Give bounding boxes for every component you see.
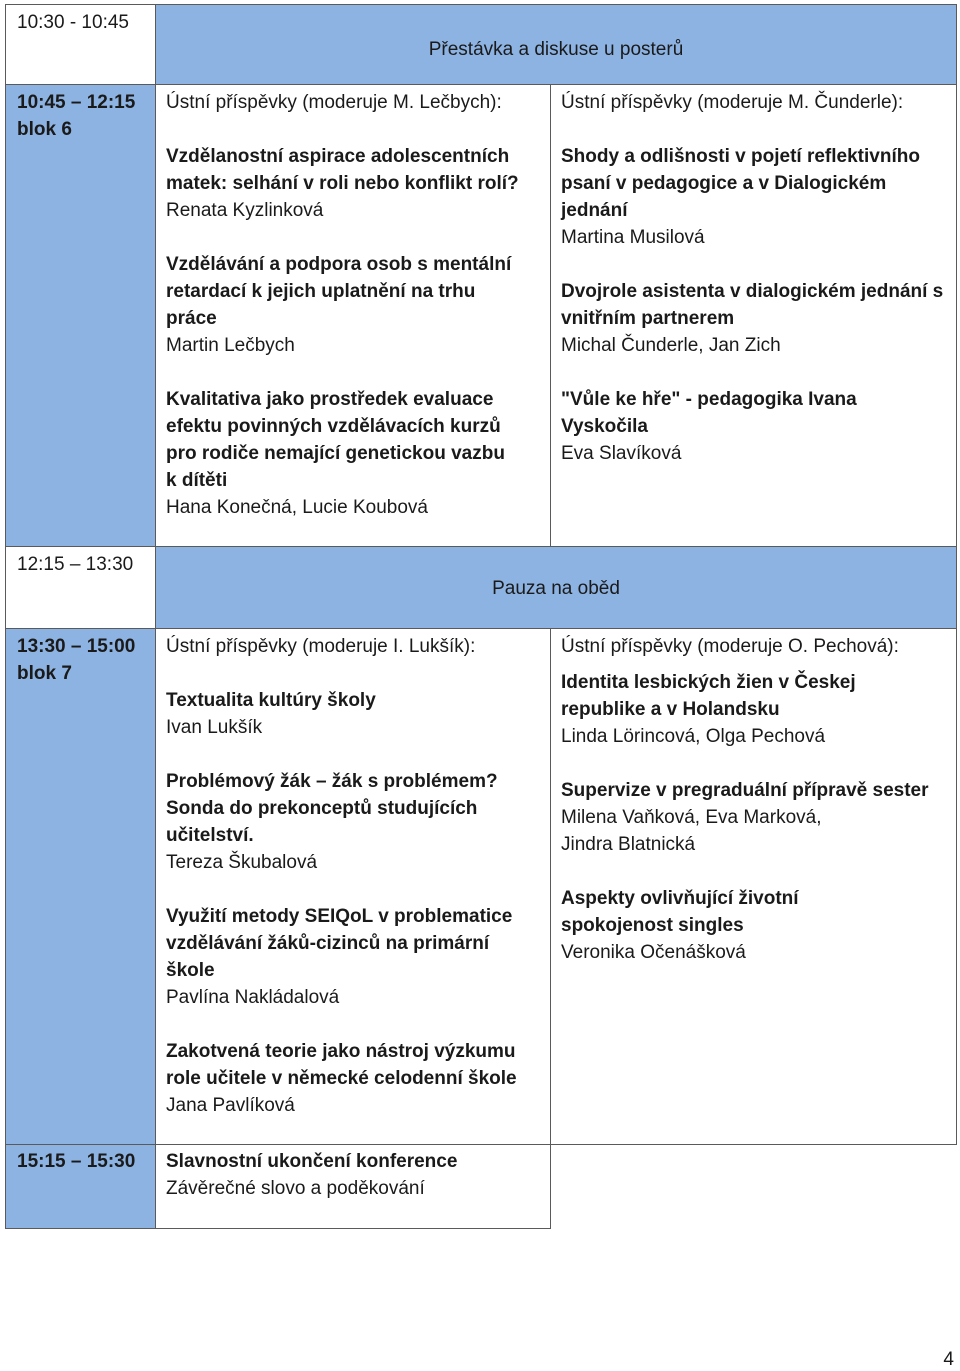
time-label: 15:15 – 15:30 [17,1151,136,1172]
talk-item [166,687,540,741]
moderator-label: Ústní příspěvky (moderuje M. Lečbych): [166,92,502,113]
talk-title: Aspekty ovlivňující životní spokojenost singles [561,888,799,936]
talk-item [561,278,946,359]
talk-authors: Linda Lörincová, Olga Pechová [561,726,826,747]
talk-item [561,885,946,966]
talk-title: Dvojrole asistenta v dialogickém jednání s vnitřním partnerem [561,281,944,329]
talk-item [561,143,946,251]
blok-label: blok 7 [17,663,72,684]
talk-authors: Renata Kyzlinková [166,200,324,221]
talk-item [166,251,540,359]
talk-authors: Michal Čunderle, Jan Zich [561,335,781,356]
break-row-lunch [155,546,957,629]
closing-subtitle: Závěrečné slovo a poděkování [166,1178,425,1199]
time-cell-blok7 [5,628,156,1145]
talk-title: Využití metody SEIQoL v problematice vzdělávání žáků-cizinců na primární škole [166,906,513,981]
closing-title: Slavnostní ukončení konference [166,1151,458,1172]
page-number: 4 [943,1349,954,1370]
talk-authors: Jana Pavlíková [166,1095,295,1116]
time-label: 13:30 – 15:00 [17,636,136,657]
talk-item [166,386,540,521]
talk-item [166,903,540,1011]
talk-item [561,386,946,467]
break-label: Pauza na oběd [492,578,620,599]
time-label: 10:30 - 10:45 [17,12,129,33]
talk-item [166,1038,540,1119]
session-blok7-left [155,628,551,1145]
time-label: 10:45 – 12:15 [17,92,136,113]
session-blok6-right [550,84,957,547]
talk-item [561,669,946,750]
talk-title: Shody a odlišnosti v pojetí reflektivního psaní v pedagogice a v Dialogickém jednání [561,146,920,221]
talk-item [166,143,540,224]
talk-item [166,768,540,876]
talk-authors: Pavlína Nakládalová [166,987,340,1008]
talk-authors: Veronika Očenášková [561,942,746,963]
moderator-label: Ústní příspěvky (moderuje O. Pechová): [561,636,899,657]
talk-title: Textualita kultúry školy [166,690,376,711]
closing-session [155,1144,551,1229]
talk-authors: Martin Lečbych [166,335,295,356]
talk-title: Vzdělanostní aspirace adolescentních matek: selhání v roli nebo konflikt rolí? [166,146,519,194]
moderator-label: Ústní příspěvky (moderuje M. Čunderle): [561,92,904,113]
blok-label: blok 6 [17,119,72,140]
talk-authors: Tereza Škubalová [166,852,318,873]
talk-authors: Hana Konečná, Lucie Koubová [166,497,428,518]
break-label: Přestávka a diskuse u posterů [428,39,684,60]
talk-title: Kvalitativa jako prostředek evaluace efektu povinných vzdělávacích kurzů pro rodiče nemající genetickou vazbu k dítěti [166,389,505,491]
talk-authors: Milena Vaňková, Eva Marková, Jindra Blatnická [561,807,822,855]
talk-authors: Martina Musilová [561,227,705,248]
time-cell-closing [5,1144,156,1229]
time-cell-lunch [5,546,156,629]
talk-title: Identita lesbických žien v Českej republike a v Holandsku [561,672,856,720]
talk-item [561,777,946,858]
moderator-label: Ústní příspěvky (moderuje I. Lukšík): [166,636,476,657]
talk-title: Supervize v pregraduální přípravě sester [561,780,929,801]
talk-authors: Eva Slavíková [561,443,682,464]
talk-authors: Ivan Lukšík [166,717,263,738]
session-blok6-left [155,84,551,547]
talk-title: Zakotvená teorie jako nástroj výzkumu role učitele v německé celodenní škole [166,1041,517,1089]
break-row-posters [155,4,957,85]
talk-title: "Vůle ke hře" - pedagogika Ivana Vyskočila [561,389,857,437]
time-cell-1030 [5,4,156,85]
talk-title: Vzdělávání a podpora osob s mentální retardací k jejich uplatnění na trhu práce [166,254,512,329]
time-cell-blok6 [5,84,156,547]
talk-title: Problémový žák – žák s problémem? Sonda do prekonceptů studujících učitelství. [166,771,498,846]
time-label: 12:15 – 13:30 [17,554,134,575]
session-blok7-right [550,628,957,1145]
